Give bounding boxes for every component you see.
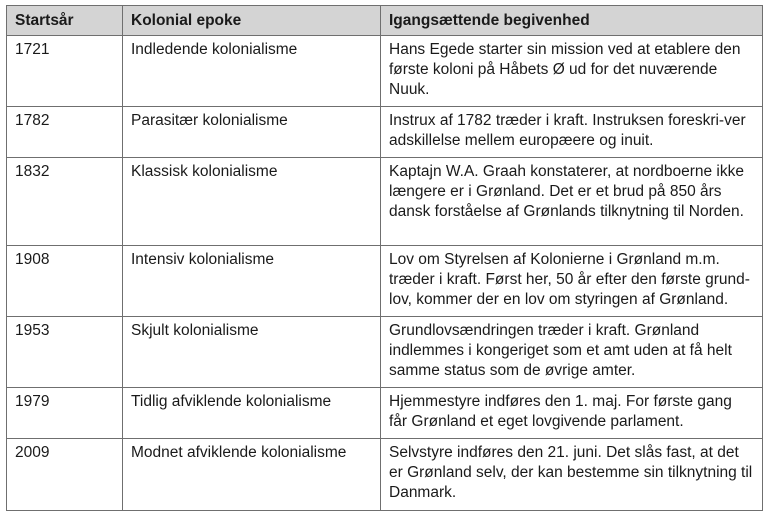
header-colonial-epoch: Kolonial epoke xyxy=(123,6,381,36)
cell-epoch: Modnet afviklende kolonialisme xyxy=(123,439,381,511)
cell-event: Selvstyre indføres den 21. juni. Det slås fast, at det er Grønland selv, der kan bestemme sin tilknytning til Danmark. xyxy=(381,439,763,511)
cell-year: 1782 xyxy=(7,107,123,158)
cell-year: 1832 xyxy=(7,158,123,246)
cell-epoch: Tidlig afviklende kolonialisme xyxy=(123,388,381,439)
cell-epoch: Skjult kolonialisme xyxy=(123,317,381,388)
cell-epoch: Parasitær kolonialisme xyxy=(123,107,381,158)
cell-event: Instrux af 1782 træder i kraft. Instruksen foreskri-ver adskillelse mellem europæere og inuit. xyxy=(381,107,763,158)
header-initiating-event: Igangsættende begivenhed xyxy=(381,6,763,36)
table-row xyxy=(7,107,763,158)
table-row xyxy=(7,158,763,246)
cell-epoch: Klassisk kolonialisme xyxy=(123,158,381,246)
cell-epoch: Intensiv kolonialisme xyxy=(123,246,381,317)
cell-event: Hans Egede starter sin mission ved at etablere den første koloni på Håbets Ø ud for det nuværende Nuuk. xyxy=(381,36,763,107)
cell-year: 1979 xyxy=(7,388,123,439)
table-row xyxy=(7,317,763,388)
cell-event: Kaptajn W.A. Graah konstaterer, at nordboerne ikke længere er i Grønland. Det er et brud på 850 års dansk forståelse af Grønlands tilknytning til Norden. xyxy=(381,158,763,246)
colonial-periods-table xyxy=(6,5,763,511)
table-row xyxy=(7,36,763,107)
cell-year: 1721 xyxy=(7,36,123,107)
cell-year: 1908 xyxy=(7,246,123,317)
cell-event: Lov om Styrelsen af Kolonierne i Grønland m.m. træder i kraft. Først her, 50 år efter den første grund-lov, kommer der en lov om styringen af Grønland. xyxy=(381,246,763,317)
table-row xyxy=(7,388,763,439)
cell-event: Grundlovsændringen træder i kraft. Grønland indlemmes i kongeriget som et amt uden at få helt samme status som de øvrige amter. xyxy=(381,317,763,388)
table-row xyxy=(7,246,763,317)
cell-year: 2009 xyxy=(7,439,123,511)
cell-year: 1953 xyxy=(7,317,123,388)
header-row xyxy=(7,6,763,36)
table-row xyxy=(7,439,763,511)
cell-epoch: Indledende kolonialisme xyxy=(123,36,381,107)
header-start-year: Startsår xyxy=(7,6,123,36)
cell-event: Hjemmestyre indføres den 1. maj. For første gang får Grønland et eget lovgivende parlament. xyxy=(381,388,763,439)
